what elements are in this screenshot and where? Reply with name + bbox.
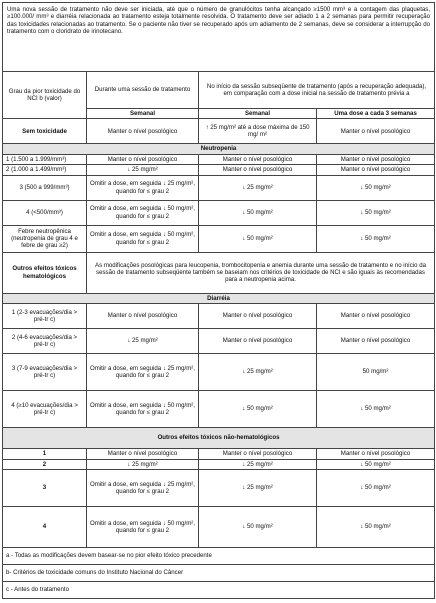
neutropenia-title-row (3, 144, 435, 154)
no-tox-label: Sem toxicidade (3, 119, 87, 144)
table-row (3, 354, 435, 391)
during-cell: ↓ 25 mg/m² (87, 329, 199, 354)
every3-cell: ↓ 50 mg/m² (317, 175, 435, 200)
grade-cell: 4 (<500/mm³) (3, 200, 87, 225)
grade-cell: 2 (3, 459, 87, 469)
during-cell: Omitir a dose, em seguida ↓ 50 mg/m², quando for ≤ grau 2 (87, 200, 199, 225)
weekly-cell: Manter o nível posológico (199, 154, 317, 164)
during-cell: ↓ 25 mg/m² (87, 459, 199, 469)
every3-cell: Manter o nível posológico (317, 329, 435, 354)
every3-cell: Manter o nível posológico (317, 304, 435, 329)
table-row (3, 449, 435, 459)
other-hema-label: Outros efeitos tóxicos hematológicos (3, 252, 87, 293)
no-toxicity-row (3, 119, 435, 144)
every3-cell: ↓ 50 mg/m² (317, 391, 435, 428)
table-row (3, 391, 435, 428)
no-tox-weekly: ↑ 25 mg/m² até a dose máxima de 150 mg/ m² (199, 119, 317, 144)
nonhema-title: Outros efeitos tóxicos não-hematológicos (3, 428, 435, 449)
weekly-cell: ↓ 50 mg/m² (199, 200, 317, 225)
during-cell: Omitir a dose, em seguida ↓ 25 mg/m², quando for ≤ grau 2 (87, 354, 199, 391)
weekly-cell: ↓ 25 mg/m² (199, 469, 317, 506)
every3-cell: Manter o nível posológico (317, 154, 435, 164)
diarrhea-title-row (3, 293, 435, 303)
every3-cell: Manter o nível posológico (317, 449, 435, 459)
no-tox-every3: Manter o nível posológico (317, 119, 435, 144)
subheader-weekly-1: Semanal (87, 109, 199, 119)
during-cell: Manter o nível posológico (87, 304, 199, 329)
grade-cell: 2 (1.000 a 1.499/mm³) (3, 165, 87, 175)
table-row (3, 154, 435, 164)
every3-cell: 50 mg/m² (317, 354, 435, 391)
nonhema-title-row (3, 428, 435, 449)
header-next: No início da sessão subseqüente de tratamento (após a recuperação adequada), em comparação com a dose inicial na sessão de tratamento prévia a (199, 72, 435, 109)
subheader-weekly-2: Semanal (199, 109, 317, 119)
table-row (3, 459, 435, 469)
grade-cell: 1 (2-3 evacuações/dia > pré-tr c) (3, 304, 87, 329)
during-cell: Omitir a dose, em seguida ↓ 50 mg/m², quando for ≤ grau 2 (87, 225, 199, 252)
other-hema-text: As modificações posológicas para leucopenia, trombocitopenia e anemia durante uma sessão de tratamento e no início da sessão de tratamento subseqüente também se baseiam nos critérios de toxicidade de NCI e são iguais às recomendadas para a neutropenia acima. (87, 252, 435, 293)
grade-cell: 3 (3, 469, 87, 506)
footnote-c: c - Antes do tratamento (3, 581, 435, 598)
weekly-cell: ↓ 50 mg/m² (199, 506, 317, 547)
diarrhea-title: Diarréia (3, 293, 435, 303)
neutropenia-title: Neutropenia (3, 144, 435, 154)
every3-cell: ↓ 50 mg/m² (317, 200, 435, 225)
every3-cell: ↓ 50 mg/m² (317, 459, 435, 469)
grade-cell: Febre neutropênica (neutropenia de grau 4 e febre de grau ≥2) (3, 225, 87, 252)
weekly-cell: Manter o nível posológico (199, 304, 317, 329)
grade-cell: 1 (1.500 a 1.999/mm³) (3, 154, 87, 164)
footnote-b: b- Critérios de toxicidade comuns do Instituto Nacional do Câncer (3, 564, 435, 581)
during-cell: Manter o nível posológico (87, 154, 199, 164)
table-row (3, 469, 435, 506)
during-cell: Manter o nível posológico (87, 449, 199, 459)
header-grade: Grau da pior toxicidade do NCI b (valor) (3, 72, 87, 119)
weekly-cell: Manter o nível posológico (199, 165, 317, 175)
table-row (3, 506, 435, 547)
header-row (3, 72, 435, 109)
footnote-row (3, 564, 435, 581)
during-cell: Omitir a dose, em seguida ↓ 25 mg/m², quando for ≤ grau 2 (87, 175, 199, 200)
footnote-row (3, 547, 435, 564)
during-cell: Omitir a dose, em seguida ↓ 50 mg/m², quando for ≤ grau 2 (87, 506, 199, 547)
grade-cell: 3 (7-9 evacuações/dia > pré-tr c) (3, 354, 87, 391)
weekly-cell: ↓ 25 mg/m² (199, 459, 317, 469)
grade-cell: 3 (500 a 999/mm³) (3, 175, 87, 200)
weekly-cell: ↓ 25 mg/m² (199, 354, 317, 391)
footnote-a: a - Todas as modificações devem basear-se no pior efeito tóxico precedente (3, 547, 435, 564)
weekly-cell: ↓ 25 mg/m² (199, 175, 317, 200)
table-row (3, 175, 435, 200)
weekly-cell: ↓ 50 mg/m² (199, 391, 317, 428)
every3-cell: ↓ 50 mg/m² (317, 469, 435, 506)
table-row (3, 304, 435, 329)
weekly-cell: Manter o nível posológico (199, 329, 317, 354)
grade-cell: 1 (3, 449, 87, 459)
every3-cell: ↓ 50 mg/m² (317, 506, 435, 547)
subheader-every3: Uma dose a cada 3 semanas (317, 109, 435, 119)
weekly-cell: ↓ 50 mg/m² (199, 225, 317, 252)
during-cell: ↓ 25 mg/m² (87, 165, 199, 175)
during-cell: Omitir a dose, em seguida ↓ 25 mg/m², quando for ≤ grau 2 (87, 469, 199, 506)
no-tox-during: Manter o nível posológico (87, 119, 199, 144)
table-row (3, 329, 435, 354)
grade-cell: 4 (3, 506, 87, 547)
header-during: Durante uma sessão de tratamento (87, 72, 199, 109)
table-row (3, 165, 435, 175)
intro-paragraph: Uma nova sessão de tratamento não deve ser iniciada, até que o número de granulócitos tenha alcançado ≥1500 mm³ e a contagem das plaquetas, ≥100.000/ mm³ e diarréia relacionada ao tratamento esteja totalmente resolvida. O tratamento deve ser adiado 1 a 2 semanas para permitir recuperação das toxicidades relacionadas ao tratamento. Se o paciente não tiver se recuperado após um adiamento de 2 semanas, deve se considerar a interrupção do tratamento com o cloridrato de irinotecano. (3, 3, 435, 72)
other-hema-row (3, 252, 435, 293)
every3-cell: Manter o nível posológico (317, 165, 435, 175)
every3-cell: ↓ 50 mg/m² (317, 225, 435, 252)
grade-cell: 2 (4-6 evacuações/dia > pré-tr c) (3, 329, 87, 354)
footnote-row (3, 581, 435, 598)
during-cell: Omitir a dose, em seguida ↓ 50 mg/m², quando for ≤ grau 2 (87, 391, 199, 428)
dose-modification-table (2, 2, 435, 599)
table-row (3, 225, 435, 252)
weekly-cell: Manter o nível posológico (199, 449, 317, 459)
grade-cell: 4 (≥10 evacuações/dia > pré-tr c) (3, 391, 87, 428)
intro-row (3, 3, 435, 72)
table-row (3, 200, 435, 225)
